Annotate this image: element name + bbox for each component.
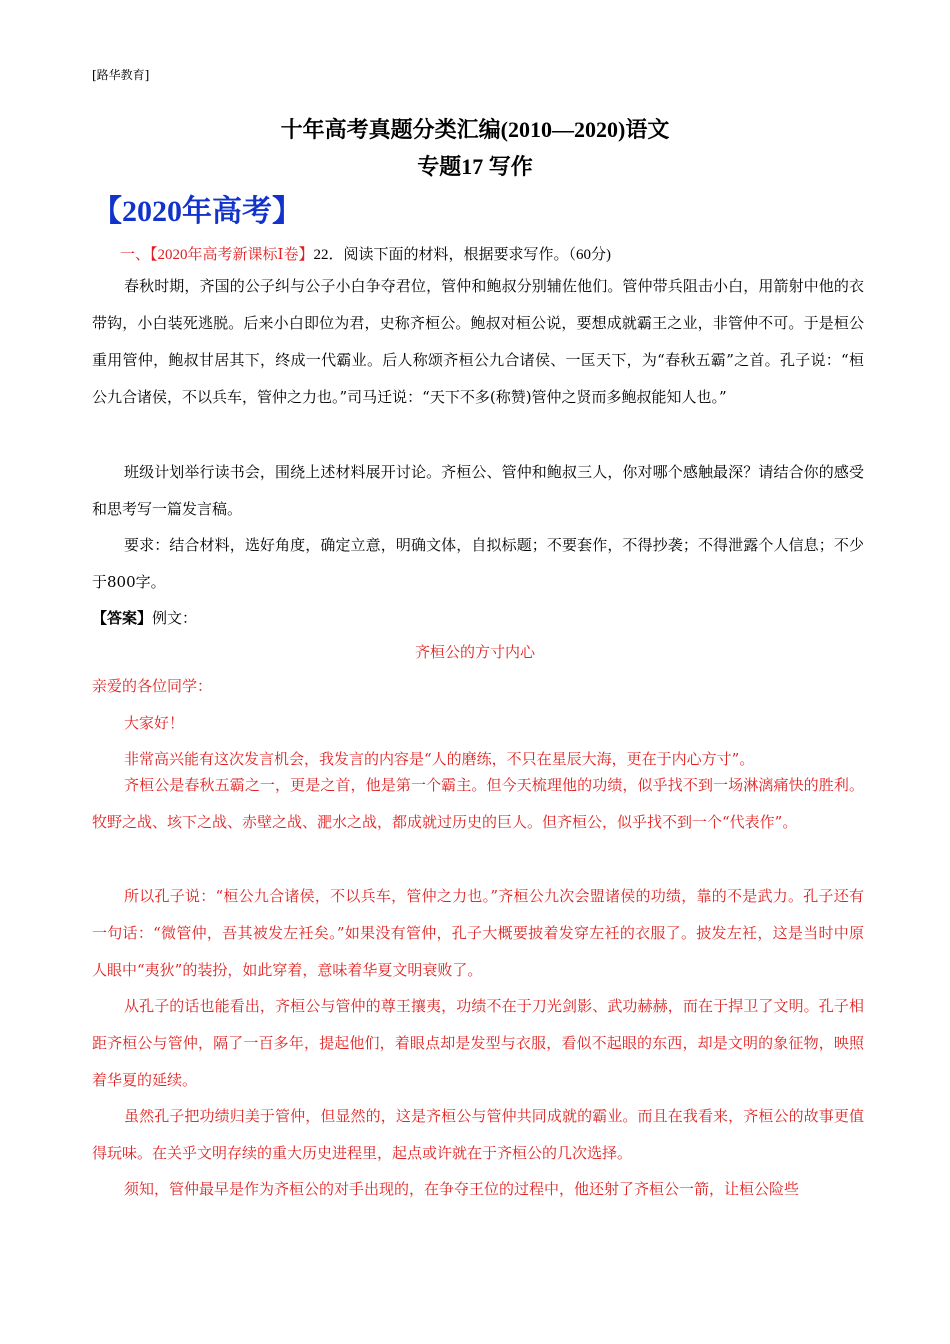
- document-subtitle: 专题17 写作: [417, 154, 533, 179]
- requirements-paragraph: 要求：结合材料，选好角度，确定立意，明确文体，自拟标题；不要套作，不得抄袭；不得泄露个人信息；不少于800字。: [92, 536, 864, 591]
- answer-label: 【答案】: [92, 609, 153, 627]
- essay-paragraph: 须知，管仲最早是作为齐桓公的对手出现的，在争夺王位的过程中，他还射了齐桓公一箭，让桓公险些: [124, 1180, 800, 1198]
- answer-line: [92, 607, 197, 629]
- essay-title: 齐桓公的方寸内心: [414, 643, 535, 661]
- essay-salutation: 亲爱的各位同学：: [92, 677, 213, 695]
- essay-paragraph: 齐桓公是春秋五霸之一，更是之首，他是第一个霸主。但今天梳理他的功绩，似乎找不到一场淋漓痛快的胜利。牧野之战、垓下之战、赤壁之战、淝水之战，都成就过历史的巨人。但齐桓公，似乎找不到一个“代表作”。: [92, 776, 864, 831]
- answer-suffix: 例文：: [152, 609, 198, 627]
- year-heading: 【2020年高考】: [92, 195, 302, 228]
- essay-paragraph: 所以孔子说：“桓公九合诸侯，不以兵车，管仲之力也。”齐桓公九次会盟诸侯的功绩，靠的不是武力。孔子还有一句话：“微管仲，吾其被发左衽矣。”如果没有管仲，孔子大概要披着发穿左衽的衣服了。披发左衽，这是当时中原人眼中“夷狄”的装扮，如此穿着，意味着华夏文明衰败了。: [92, 887, 864, 979]
- task-paragraph: 班级计划举行读书会，围绕上述材料展开讨论。齐桓公、管仲和鲍叔三人，你对哪个感触最深？请结合你的感受和思考写一篇发言稿。: [92, 463, 864, 518]
- question-source: 【2020年高考新课标Ⅰ卷】: [150, 247, 314, 263]
- question-text: 22．阅读下面的材料，根据要求写作。（60分): [313, 247, 611, 263]
- document-title: 十年高考真题分类汇编(2010—2020)语文: [280, 117, 670, 142]
- material-paragraph: 春秋时期，齐国的公子纠与公子小白争夺君位，管仲和鲍叔分别辅佐他们。管仲带兵阻击小白，用箭射中他的衣带钩，小白装死逃脱。后来小白即位为君，史称齐桓公。鲍叔对桓公说，要想成就霸王之业，非管仲不可。于是桓公重用管仲，鲍叔甘居其下，终成一代霸业。后人称颂齐桓公九合诸侯、一匡天下，为“春秋五霸”之首。孔子说：“桓公九合诸侯，不以兵车，管仲之力也。”司马迁说：“天下不多(称赞)管仲之贤而多鲍叔能知人也。”: [92, 277, 864, 406]
- question-prefix: 一、: [120, 247, 151, 263]
- essay-paragraph: 大家好！: [124, 714, 185, 732]
- essay-paragraph: 从孔子的话也能看出，齐桓公与管仲的尊王攘夷，功绩不在于刀光剑影、武功赫赫，而在于捍卫了文明。孔子相距齐桓公与管仲，隔了一百多年，提起他们，着眼点却是发型与衣服，看似不起眼的东西，却是文明的象征物，映照着华夏的延续。: [92, 997, 864, 1089]
- essay-paragraph: 虽然孔子把功绩归美于管仲，但显然的，这是齐桓公与管仲共同成就的霸业。而且在我看来，齐桓公的故事更值得玩味。在关乎文明存续的重大历史进程里，起点或许就在于齐桓公的几次选择。: [92, 1107, 864, 1162]
- question-line: [120, 243, 611, 264]
- header-tag: [路华教育]: [92, 68, 150, 82]
- essay-paragraph: 非常高兴能有这次发言机会，我发言的内容是“人的磨练，不只在星辰大海，更在于内心方寸”。: [124, 750, 755, 768]
